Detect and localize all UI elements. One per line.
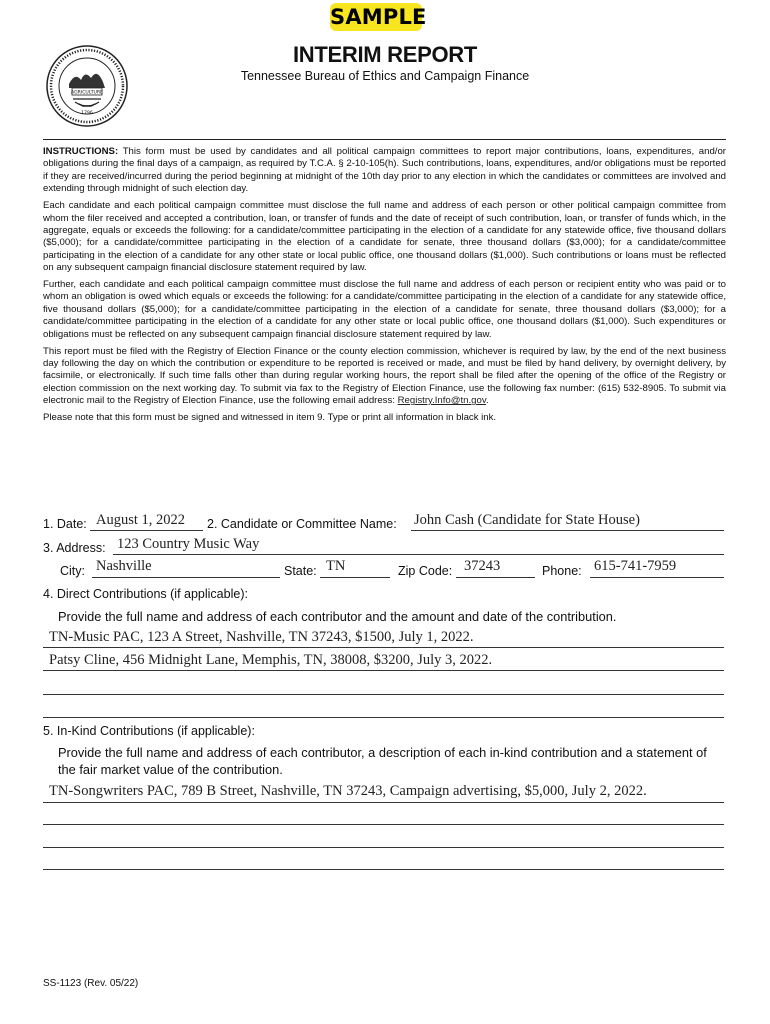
instructions-paragraph-4	[43, 346, 726, 408]
instructions-text-4: This report must be filed with the Registry of Election Finance or the county election commission, whichever is required by law, by the end of the next business day following the day on which the contribution or expenditure to be reported is received or made, and must be filed by hand delivery, by overnight delivery, by facsimile, or electronically. If such time falls other than during regular working hours, the report shall be filed after the opening of the office of the Registry or election commission on the next working day. To submit via fax to the Registry of Election Finance, use the following fax number: (615) 532-8905. To submit via electronic mail to the Registry of Election Finance, use the following email address:	[43, 345, 726, 407]
phone-value: 615-741-7959	[594, 558, 677, 574]
direct-line-3[interactable]	[43, 678, 724, 695]
city-label: City:	[60, 564, 85, 578]
seal-year: 1796	[81, 111, 93, 116]
direct-entry-2: Patsy Cline, 456 Midnight Lane, Memphis, TN, 38008, $3200, July 3, 2022.	[49, 652, 493, 668]
date-value: August 1, 2022	[96, 512, 186, 528]
seal-text: AGRICULTURE	[71, 90, 103, 96]
instructions-paragraph-5: Please note that this form must be signed and witnessed in item 9. Type or print all information in black ink.	[43, 412, 497, 424]
zip-label: Zip Code:	[398, 564, 453, 578]
city-value: Nashville	[96, 558, 152, 574]
state-label: State:	[284, 564, 317, 578]
email-suffix: .	[485, 395, 489, 407]
date-label: 1. Date:	[43, 517, 87, 531]
in-kind-line-4[interactable]	[43, 853, 724, 870]
page-subtitle: Tennessee Bureau of Ethics and Campaign Finance	[240, 69, 530, 83]
address-value: 123 Country Music Way	[117, 536, 260, 552]
in-kind-entry-1: TN-Songwriters PAC, 789 B Street, Nashville, TN 37243, Campaign advertising, $5,000, July 2, 2022.	[49, 783, 647, 799]
instructions-lead: INSTRUCTIONS:	[43, 146, 119, 157]
in-kind-line-3[interactable]	[43, 831, 724, 848]
in-kind-contributions-heading: 5. In-Kind Contributions (if applicable):	[43, 724, 255, 738]
page-title: INTERIM REPORT	[292, 42, 478, 67]
sample-badge: SAMPLE	[330, 5, 427, 29]
direct-entry-1: TN-Music PAC, 123 A Street, Nashville, TN 37243, $1500, July 1, 2022.	[49, 629, 474, 645]
form-id: SS-1123 (Rev. 05/22)	[43, 978, 139, 989]
direct-contributions-heading: 4. Direct Contributions (if applicable):	[43, 587, 248, 601]
direct-line-4[interactable]	[43, 701, 724, 718]
instructions-block	[43, 146, 726, 429]
header-divider	[43, 139, 726, 140]
in-kind-contributions-prompt: Provide the full name and address of each contributor, a description of each in-kind contribution and a statement of the fair market value of the contribution.	[58, 745, 707, 777]
candidate-name-value: John Cash (Candidate for State House)	[414, 512, 640, 528]
direct-contributions-prompt: Provide the full name and address of each contributor and the amount and date of the contribution.	[58, 609, 617, 624]
instructions-paragraph-2: Each candidate and each political campaign committee must disclose the full name and address of each person or other political campaign committee from whom the filer received and accepted a contribution, loan, or transfer of funds and the date of receipt of such contribution, loan, or transfer of funds which, in the aggregate, equals or exceeds the following: for a candidate/committee participating in the election of a candidate for any statewide office, five thousand dollars ($5,000); for a candidate/committee participating in the election of a candidate for senate, three thousand dollars ($3,000); for a candidate/committee participating in the election of a candidate for any other state or local public office, one thousand dollars ($1,000). Such contributions or loans must be reflected on any subsequent campaign financial disclosure statement required by law.	[43, 200, 726, 274]
in-kind-line-2[interactable]	[43, 808, 724, 825]
zip-value: 37243	[464, 558, 501, 574]
instructions-paragraph-1	[43, 146, 726, 196]
candidate-name-label: 2. Candidate or Committee Name:	[207, 517, 397, 531]
state-value: TN	[326, 558, 346, 574]
address-label: 3. Address:	[43, 541, 106, 555]
phone-label: Phone:	[542, 564, 582, 578]
instructions-paragraph-3: Further, each candidate and each political campaign committee must disclose the full name and address of each person or recipient entity who was paid or to whom an obligation is owed which equals or exceeds the following: for a candidate/committee participating in the election of a candidate for any statewide office, five thousand dollars ($5,000); for a candidate/committee participating in the election of a candidate for senate, three thousand dollars ($3,000); for a candidate/committee participating in the election of a candidate for any other state or local public office, one thousand dollars ($1,000). Such expenditures or obligations must be reflected on any subsequent campaign financial disclosure statement required by law.	[43, 279, 726, 340]
instructions-text-1: This form must be used by candidates and all political campaign committees to report major contributions, loans, expenditures, and/or obligations during the final days of a campaign, as required by T.C.A. § 2-10-105(h). Such contributions, loans, expenditures, and/or obligations must be reported if they are received/incurred during the period beginning at midnight of the 10th day prior to any election in which the candidates or committees are involved and extending through midnight of such election day.	[43, 146, 726, 195]
registry-email-link[interactable]: Registry.Info@tn.gov	[397, 395, 486, 407]
